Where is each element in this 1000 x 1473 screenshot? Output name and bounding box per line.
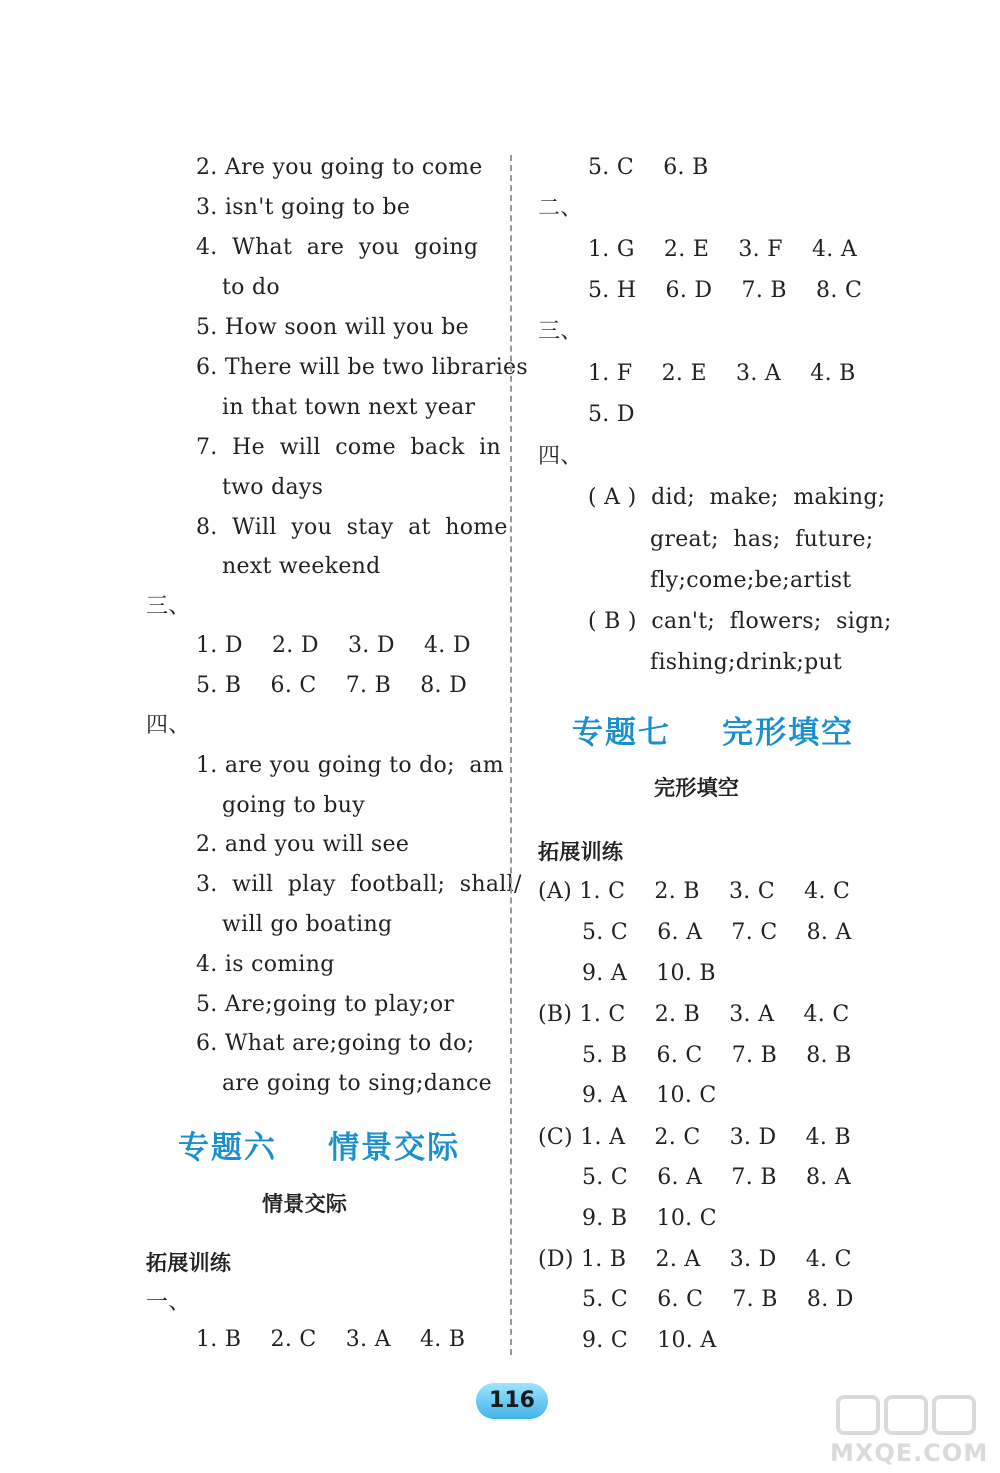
section-heading: 拓展训练 [538, 840, 624, 864]
answer-line: 9. B 10. C [582, 1206, 717, 1231]
section-title: 专题六 情景交际 [178, 1130, 461, 1166]
watermark [830, 1395, 995, 1470]
answer-line: 9. A 10. B [582, 961, 716, 986]
section-heading: 拓展训练 [146, 1251, 232, 1275]
column-divider [510, 155, 512, 1355]
answer-line: 5. How soon will you be [196, 315, 469, 340]
part-number: 四、 [538, 444, 583, 469]
answer-line: fishing;drink;put [650, 650, 843, 675]
answer-line: 1. G 2. E 3. F 4. A [588, 237, 858, 262]
answer-line: 8. Will you stay at home [196, 515, 508, 540]
answer-line: next weekend [222, 554, 381, 579]
answer-line: 5. B 6. C 7. B 8. B [582, 1043, 852, 1068]
page-number: 116 [476, 1383, 548, 1419]
answer-line: (D) 1. B 2. A 3. D 4. C [538, 1247, 852, 1272]
part-number: 四、 [146, 713, 191, 738]
section-title: 专题七 完形填空 [572, 715, 855, 751]
answer-line: 4. What are you going [196, 235, 479, 260]
answer-line: ( B ) can't; flowers; sign; [588, 609, 892, 634]
answer-line: great; has; future; [650, 527, 874, 552]
answer-line: 3. will play football; shall/ [196, 872, 522, 897]
answer-line: to do [222, 275, 280, 300]
answer-line: 5. Are;going to play;or [196, 992, 455, 1017]
answer-line: 1. F 2. E 3. A 4. B [588, 361, 856, 386]
answer-line: fly;come;be;artist [650, 568, 852, 593]
answer-line: 5. C 6. B [588, 155, 709, 180]
answer-line: are going to sing;dance [222, 1071, 492, 1096]
answer-line: ( A ) did; make; making; [588, 485, 886, 510]
answer-line: 6. What are;going to do; [196, 1031, 475, 1056]
part-number: 三、 [146, 594, 191, 619]
answer-line: 5. H 6. D 7. B 8. C [588, 278, 863, 303]
answer-line: 6. There will be two libraries [196, 355, 528, 380]
answer-line: 4. is coming [196, 952, 335, 977]
watermark-text: MXQE.COM [830, 1439, 989, 1467]
answer-line: 2. and you will see [196, 832, 410, 857]
answer-line: 5. C 6. C 7. B 8. D [582, 1287, 854, 1312]
answer-line: 3. isn't going to be [196, 195, 411, 220]
answer-line: (C) 1. A 2. C 3. D 4. B [538, 1125, 851, 1150]
answer-line: 9. C 10. A [582, 1328, 717, 1353]
answer-line: 5. D [588, 402, 635, 427]
answer-line: in that town next year [222, 395, 476, 420]
answer-line: (A) 1. C 2. B 3. C 4. C [538, 879, 851, 904]
answer-line: 5. C 6. A 7. C 8. A [582, 920, 852, 945]
answer-line: going to buy [222, 793, 365, 818]
answer-line: 2. Are you going to come [196, 155, 483, 180]
answer-line: two days [222, 475, 324, 500]
answer-line: (B) 1. C 2. B 3. A 4. C [538, 1002, 850, 1027]
answer-line: 1. B 2. C 3. A 4. B [196, 1327, 466, 1352]
part-number: 一、 [146, 1290, 191, 1315]
answer-line: 7. He will come back in [196, 435, 501, 460]
watermark-logo-icon [836, 1395, 986, 1437]
answer-line: 1. are you going to do; am [196, 753, 504, 778]
answer-line: 1. D 2. D 3. D 4. D [196, 633, 471, 658]
answer-line: 9. A 10. C [582, 1083, 717, 1108]
answer-line: 5. C 6. A 7. B 8. A [582, 1165, 852, 1190]
answer-line: will go boating [222, 912, 393, 937]
section-subtitle: 情景交际 [262, 1192, 348, 1216]
answer-line: 5. B 6. C 7. B 8. D [196, 673, 468, 698]
part-number: 二、 [538, 196, 583, 221]
section-subtitle: 完形填空 [654, 776, 740, 800]
part-number: 三、 [538, 319, 583, 344]
